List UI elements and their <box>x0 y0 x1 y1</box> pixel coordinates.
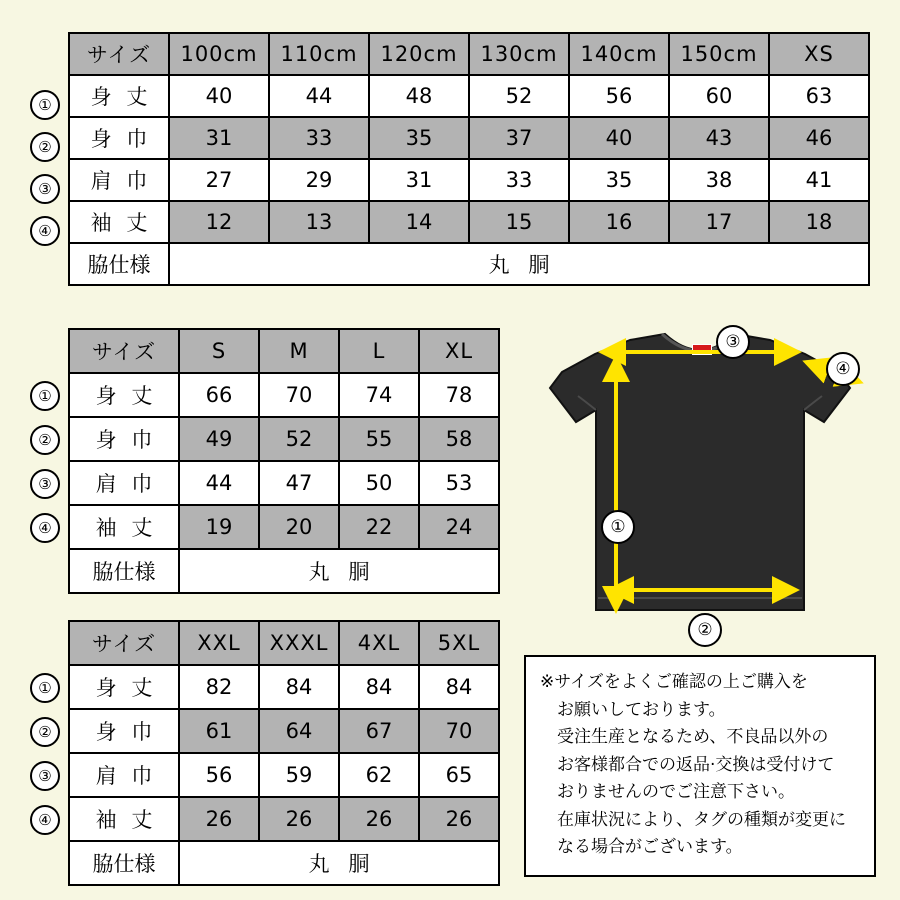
table-cell: 82 <box>179 665 259 709</box>
table-cell: 31 <box>369 159 469 201</box>
table-cell: 14 <box>369 201 469 243</box>
table-cell: 61 <box>179 709 259 753</box>
table-row <box>69 417 499 461</box>
row-label: 肩 巾 <box>69 461 179 505</box>
table-cell: 44 <box>269 75 369 117</box>
column-header: 5XL <box>419 621 499 665</box>
table-row <box>69 117 869 159</box>
table-cell: 31 <box>169 117 269 159</box>
column-header: 120cm <box>369 33 469 75</box>
table-cell: 53 <box>419 461 499 505</box>
column-header: 140cm <box>569 33 669 75</box>
table-cell: 41 <box>769 159 869 201</box>
row-label: 身 丈 <box>69 665 179 709</box>
table-cell: 58 <box>419 417 499 461</box>
table-cell: 84 <box>419 665 499 709</box>
t-shirt-diagram <box>520 310 890 650</box>
table-footer-row <box>69 549 499 593</box>
row-marker-1-table3: ① <box>30 673 60 703</box>
table-row <box>69 201 869 243</box>
column-header: 150cm <box>669 33 769 75</box>
table-cell: 24 <box>419 505 499 549</box>
side-spec-label: 脇仕様 <box>69 549 179 593</box>
row-label: 袖 丈 <box>69 201 169 243</box>
purchase-notice <box>524 655 876 877</box>
table-cell: 56 <box>569 75 669 117</box>
large-size-table <box>68 620 500 886</box>
diagram-badge-2: ② <box>688 613 722 647</box>
side-spec-label: 脇仕様 <box>69 243 169 285</box>
table-cell: 27 <box>169 159 269 201</box>
table-row <box>69 797 499 841</box>
notice-line: 受注生産となるため、不良品以外の <box>557 727 829 748</box>
table-cell: 44 <box>179 461 259 505</box>
table-cell: 84 <box>259 665 339 709</box>
row-label: 肩 巾 <box>69 159 169 201</box>
column-header: サイズ <box>69 33 169 75</box>
column-header: XXL <box>179 621 259 665</box>
table-cell: 74 <box>339 373 419 417</box>
table-footer-row <box>69 841 499 885</box>
table-cell: 60 <box>669 75 769 117</box>
row-marker-3-table2: ③ <box>30 469 60 499</box>
table-row <box>69 461 499 505</box>
table-cell: 16 <box>569 201 669 243</box>
row-label: 身 丈 <box>69 373 179 417</box>
table-cell: 49 <box>179 417 259 461</box>
table-row <box>69 505 499 549</box>
table-row <box>69 709 499 753</box>
row-label: 肩 巾 <box>69 753 179 797</box>
table-cell: 52 <box>259 417 339 461</box>
table-cell: 43 <box>669 117 769 159</box>
table-cell: 29 <box>269 159 369 201</box>
table-row <box>69 753 499 797</box>
column-header: S <box>179 329 259 373</box>
table-cell: 33 <box>469 159 569 201</box>
table-cell: 78 <box>419 373 499 417</box>
row-marker-2-table2: ② <box>30 425 60 455</box>
table-cell: 63 <box>769 75 869 117</box>
table-cell: 18 <box>769 201 869 243</box>
row-marker-3-table1: ③ <box>30 174 60 204</box>
side-spec-label: 脇仕様 <box>69 841 179 885</box>
table-cell: 22 <box>339 505 419 549</box>
table-cell: 26 <box>259 797 339 841</box>
table-row <box>69 665 499 709</box>
row-marker-2-table1: ② <box>30 132 60 162</box>
row-marker-1-table2: ① <box>30 381 60 411</box>
column-header: XL <box>419 329 499 373</box>
row-label: 身 巾 <box>69 417 179 461</box>
table-cell: 37 <box>469 117 569 159</box>
side-spec-value: 丸 胴 <box>179 841 499 885</box>
table-cell: 56 <box>179 753 259 797</box>
table-cell: 19 <box>179 505 259 549</box>
diagram-badge-3: ③ <box>716 325 750 359</box>
table-row <box>69 159 869 201</box>
row-label: 袖 丈 <box>69 797 179 841</box>
column-header: サイズ <box>69 329 179 373</box>
column-header: L <box>339 329 419 373</box>
row-marker-2-table3: ② <box>30 717 60 747</box>
table-row <box>69 75 869 117</box>
column-header: 110cm <box>269 33 369 75</box>
table-cell: 47 <box>259 461 339 505</box>
table-cell: 46 <box>769 117 869 159</box>
table-cell: 55 <box>339 417 419 461</box>
notice-line: ※サイズをよくご確認の上ご購入を <box>540 672 808 692</box>
table-cell: 52 <box>469 75 569 117</box>
table-cell: 38 <box>669 159 769 201</box>
row-marker-4-table3: ④ <box>30 805 60 835</box>
table-row <box>69 373 499 417</box>
table-cell: 66 <box>179 373 259 417</box>
side-spec-value: 丸 胴 <box>169 243 869 285</box>
notice-line: お客様都合での返品·交換は受付けて <box>557 754 835 775</box>
table-cell: 26 <box>419 797 499 841</box>
row-marker-4-table1: ④ <box>30 216 60 246</box>
side-spec-value: 丸 胴 <box>179 549 499 593</box>
table-header-row <box>69 329 499 373</box>
table-cell: 33 <box>269 117 369 159</box>
column-header: 100cm <box>169 33 269 75</box>
table-cell: 35 <box>369 117 469 159</box>
table-cell: 70 <box>259 373 339 417</box>
table-cell: 15 <box>469 201 569 243</box>
table-cell: 64 <box>259 709 339 753</box>
table-footer-row <box>69 243 869 285</box>
kids-size-table <box>68 32 870 286</box>
notice-line: なる場合がございます。 <box>557 837 743 858</box>
table-cell: 35 <box>569 159 669 201</box>
table-cell: 67 <box>339 709 419 753</box>
table-cell: 17 <box>669 201 769 243</box>
row-marker-3-table3: ③ <box>30 761 60 791</box>
table-cell: 26 <box>339 797 419 841</box>
column-header: サイズ <box>69 621 179 665</box>
table-cell: 84 <box>339 665 419 709</box>
column-header: XS <box>769 33 869 75</box>
row-marker-1-table1: ① <box>30 90 60 120</box>
table-header-row <box>69 621 499 665</box>
table-cell: 59 <box>259 753 339 797</box>
table-cell: 62 <box>339 753 419 797</box>
table-header-row <box>69 33 869 75</box>
table-cell: 50 <box>339 461 419 505</box>
table-cell: 65 <box>419 753 499 797</box>
table-cell: 20 <box>259 505 339 549</box>
column-header: M <box>259 329 339 373</box>
column-header: 130cm <box>469 33 569 75</box>
table-cell: 70 <box>419 709 499 753</box>
diagram-badge-4: ④ <box>826 352 860 386</box>
table-cell: 48 <box>369 75 469 117</box>
table-cell: 12 <box>169 201 269 243</box>
table-cell: 40 <box>569 117 669 159</box>
table-cell: 40 <box>169 75 269 117</box>
row-label: 身 丈 <box>69 75 169 117</box>
row-label: 袖 丈 <box>69 505 179 549</box>
diagram-badge-1: ① <box>601 510 635 544</box>
column-header: XXXL <box>259 621 339 665</box>
notice-line: お願いしております。 <box>557 699 726 720</box>
table-cell: 26 <box>179 797 259 841</box>
notice-line: おりませんのでご注意下さい。 <box>557 782 795 803</box>
notice-line: 在庫状況により、タグの種類が変更に <box>557 809 846 830</box>
adult-size-table <box>68 328 500 594</box>
row-marker-4-table2: ④ <box>30 513 60 543</box>
column-header: 4XL <box>339 621 419 665</box>
table-cell: 13 <box>269 201 369 243</box>
row-label: 身 巾 <box>69 709 179 753</box>
row-label: 身 巾 <box>69 117 169 159</box>
shirt-body <box>550 334 850 610</box>
